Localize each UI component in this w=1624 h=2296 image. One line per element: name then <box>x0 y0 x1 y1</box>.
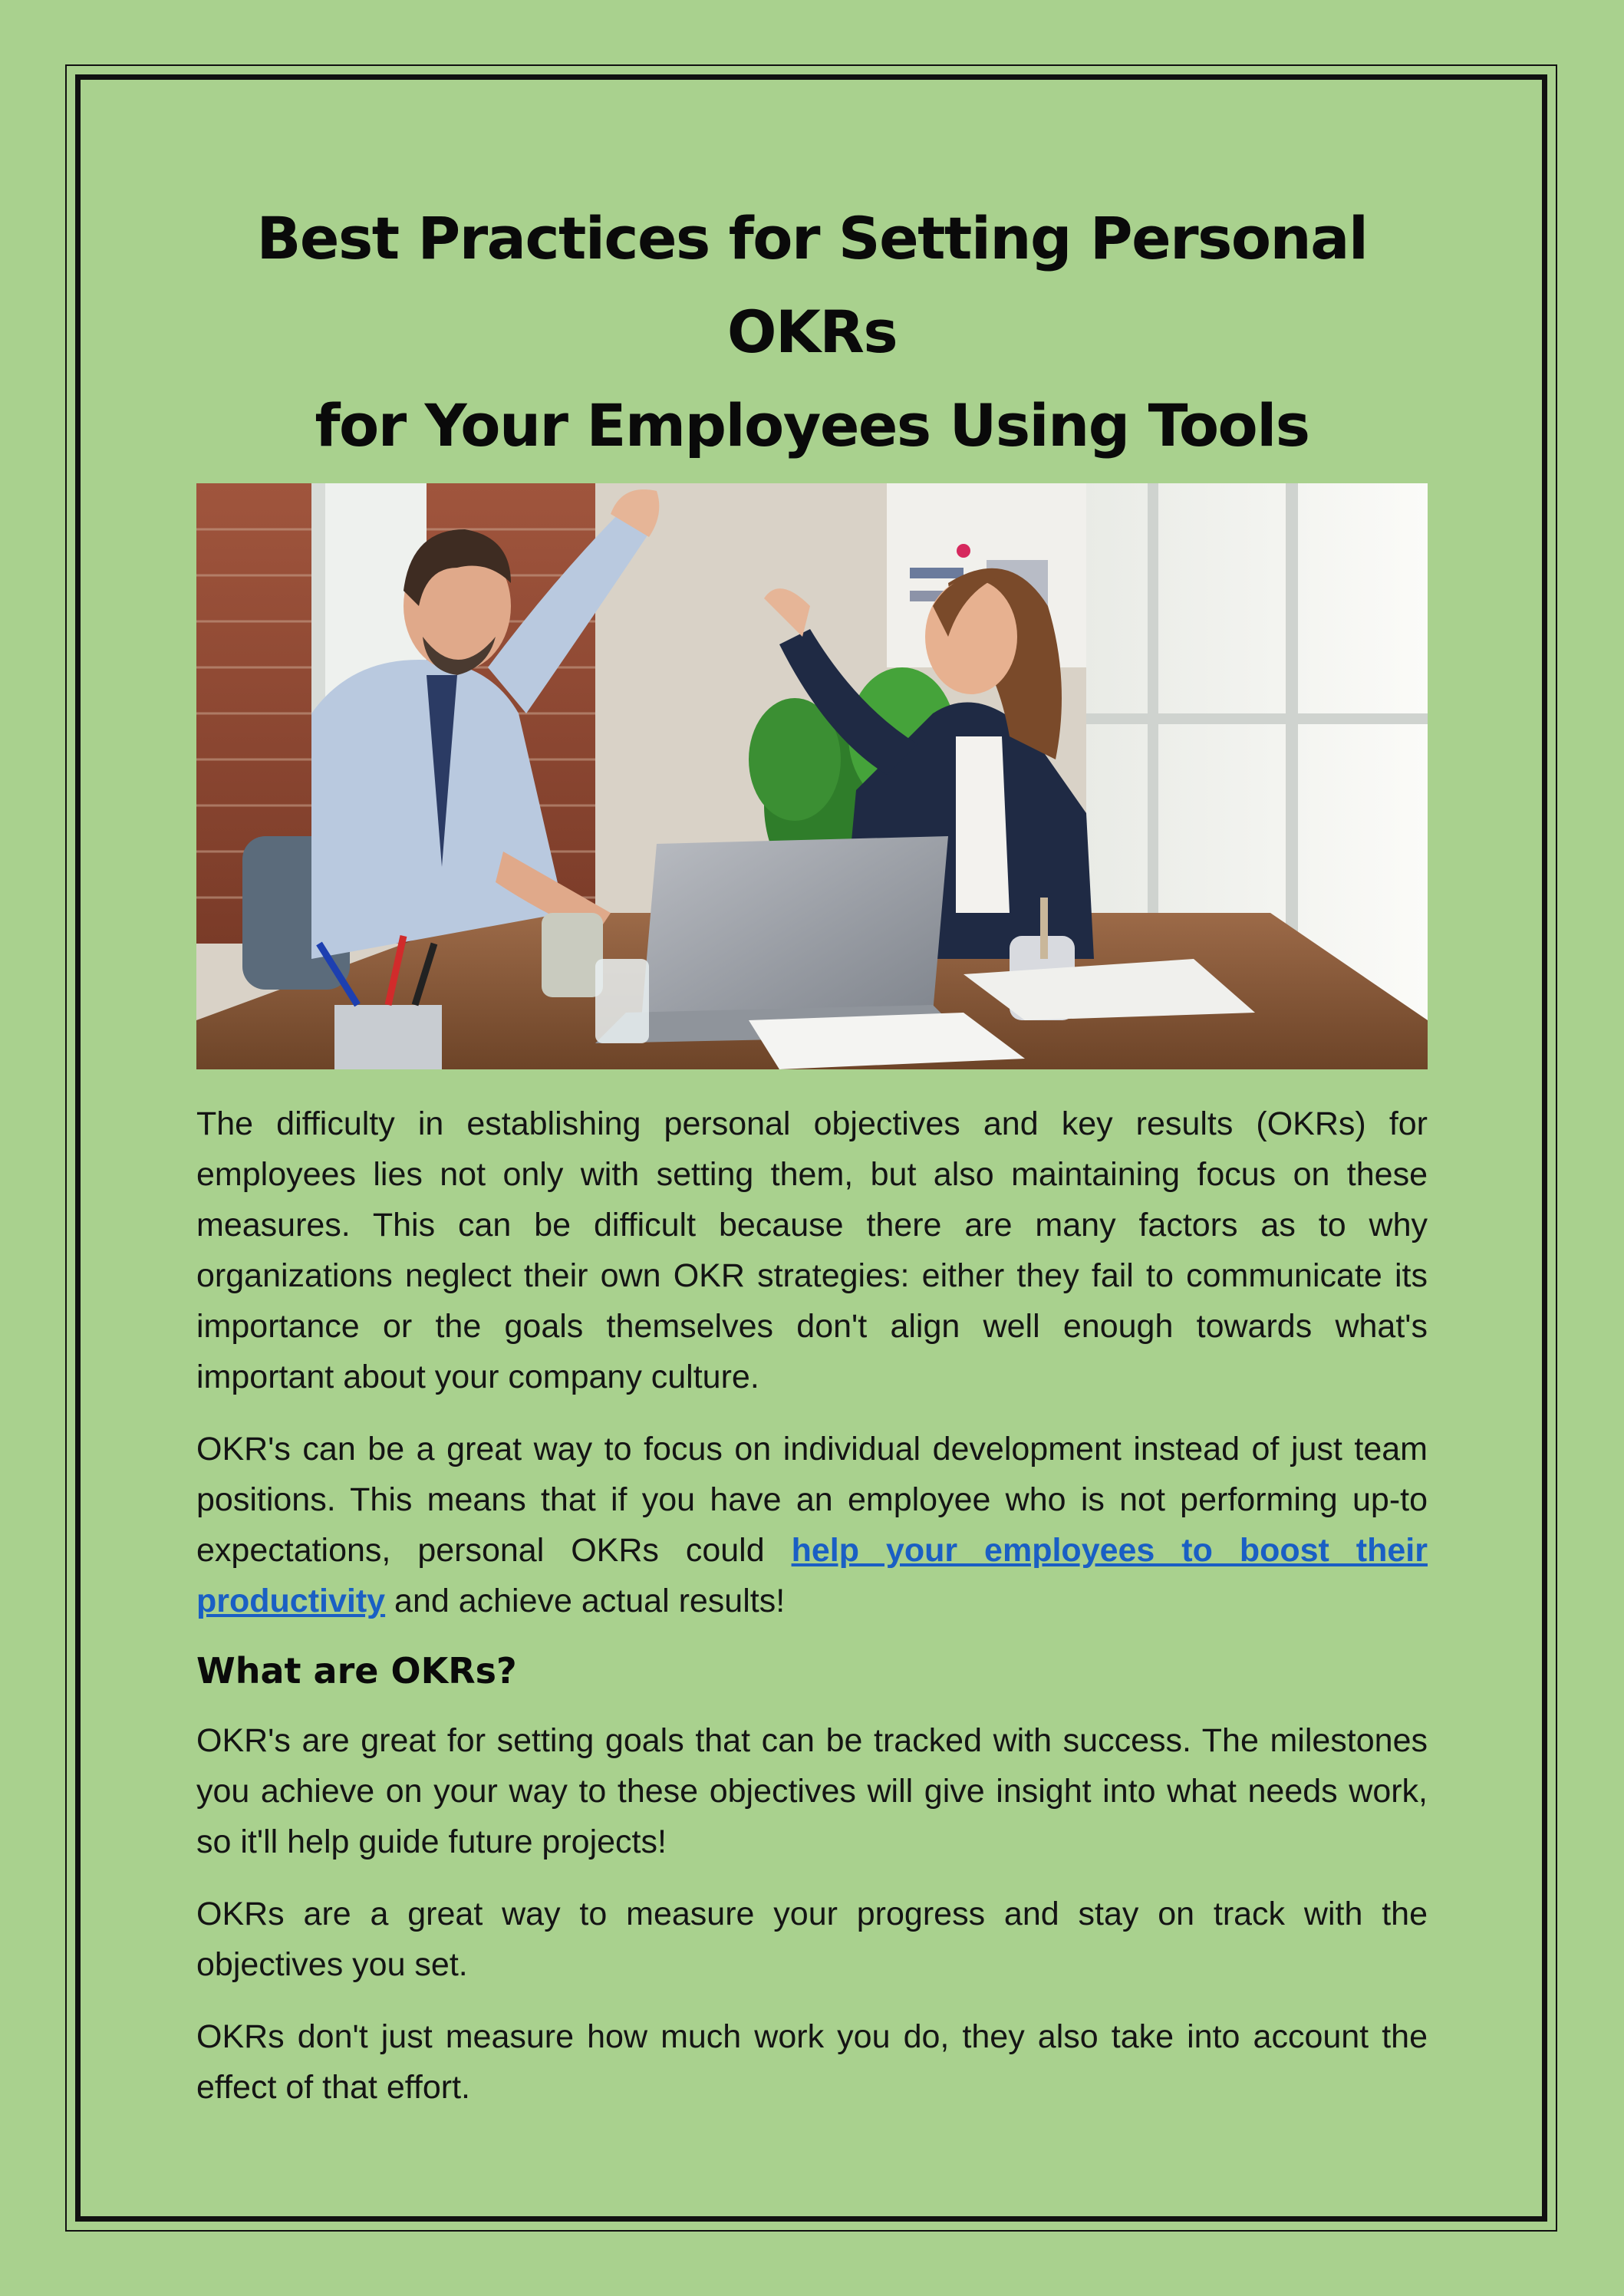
hero-image <box>196 483 1428 1069</box>
paragraph-3: OKR's are great for setting goals that can be tracked with success. The milestones you achieve on your way to these objectives will give insight into what needs work, so it'll help guide future projects! <box>196 1722 1428 1860</box>
paragraph-2 <box>196 1424 1428 1626</box>
glass <box>595 959 649 1043</box>
section-heading: What are OKRs? <box>196 1650 517 1692</box>
article-content <box>196 192 1428 2113</box>
article-title <box>196 192 1428 473</box>
pen-holder <box>334 1005 442 1069</box>
paragraph-5: OKRs don't just measure how much work you do, they also take into account the effect of that effort. <box>196 2018 1428 2106</box>
title-line-1: Best Practices for Setting Personal OKRs <box>256 204 1368 366</box>
paragraph-1: The difficulty in establishing personal objectives and key results (OKRs) for employees lies not only with setting them, but also maintaining focus on these measures. This can be difficult because there are many factors as to why organizations neglect their own OKR strategies: either they fail to communicate its importance or the goals themselves don't align well enough towards what's important about your company culture. <box>196 1105 1428 1395</box>
paragraph-2-text-after: and achieve actual results! <box>385 1583 786 1619</box>
productivity-link[interactable]: help your employees to boost their productivity <box>196 1532 1428 1619</box>
title-line-2: for Your Employees Using Tools <box>315 391 1309 460</box>
paragraph-4: OKRs are a great way to measure your progress and stay on track with the objectives you set. <box>196 1896 1428 1983</box>
paragraph-2-text-before: OKR's can be a great way to focus on individual development instead of just team positions. This means that if you have an employee who is not performing up-to expectations, personal OKRs could <box>196 1431 1428 1569</box>
mug-left <box>542 913 603 997</box>
